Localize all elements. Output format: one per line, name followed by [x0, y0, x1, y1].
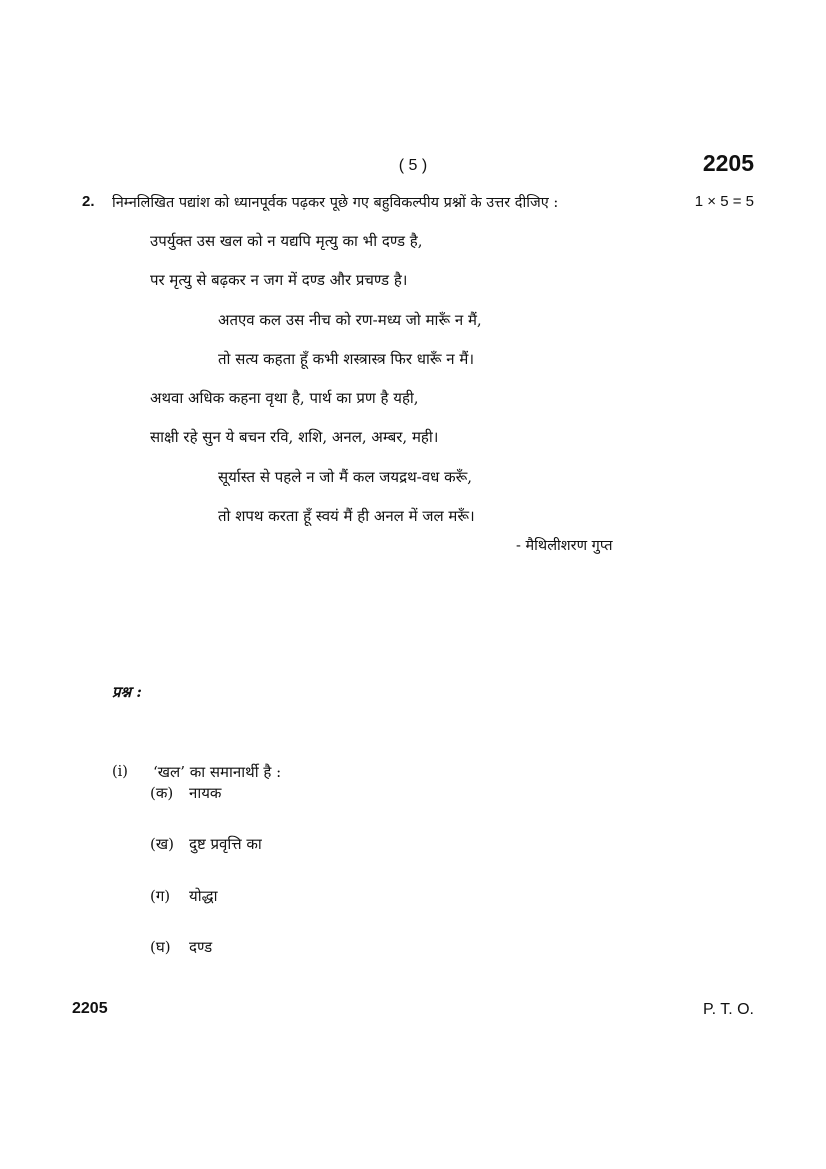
poem-line: तो सत्य कहता हूँ कभी शस्त्रास्त्र फिर धारूँ न मैं। [218, 350, 475, 368]
poem-line: सूर्यास्त से पहले न जो मैं कल जयद्रथ-वध करूँ, [218, 468, 473, 486]
poem-line: अतएव कल उस नीच को रण-मध्य जो मारूँ न मैं, [218, 311, 482, 329]
page-number: ( 5 ) [398, 157, 428, 174]
option-text: नायक [189, 784, 222, 802]
paper-code-footer: 2205 [72, 1000, 108, 1017]
poem-line: साक्षी रहे सुन ये बचन रवि, शशि, अनल, अम्बर, मही। [150, 428, 439, 446]
option-text: दण्ड [189, 938, 213, 956]
option-text: योद्धा [189, 887, 218, 905]
poem-line: तो शपथ करता हूँ स्वयं मैं ही अनल में जल मरूँ। [218, 507, 475, 525]
sub-question-number: (i) [112, 764, 128, 780]
option-letter: (ख) [150, 835, 174, 853]
questions-heading: प्रश्न : [112, 683, 142, 701]
pto-label: P. T. O. [703, 1001, 754, 1018]
option-text: दुष्ट प्रवृत्ति का [189, 835, 262, 853]
poem-line: उपर्युक्त उस खल को न यद्यपि मृत्यु का भी दण्ड है, [150, 232, 423, 250]
question-marks: 1 × 5 = 5 [694, 193, 754, 210]
option-letter: (क) [150, 784, 174, 802]
paper-code-header: 2205 [702, 150, 754, 176]
question-instruction: निम्नलिखित पद्यांश को ध्यानपूर्वक पढ़कर पूछे गए बहुविकल्पीय प्रश्नों के उत्तर दीजिए : [112, 195, 559, 211]
sub-question-text: ‘खल’ का समानार्थी है : [153, 763, 282, 781]
poem-line: अथवा अधिक कहना वृथा है, पार्थ का प्रण है यही, [150, 389, 419, 407]
poem-line: पर मृत्यु से बढ़कर न जग में दण्ड और प्रचण्ड है। [150, 271, 408, 289]
option-letter: (ग) [150, 887, 171, 905]
option-letter: (घ) [150, 938, 171, 956]
question-number: 2. [82, 193, 95, 210]
poem-attribution: - मैथिलीशरण गुप्त [516, 538, 613, 554]
